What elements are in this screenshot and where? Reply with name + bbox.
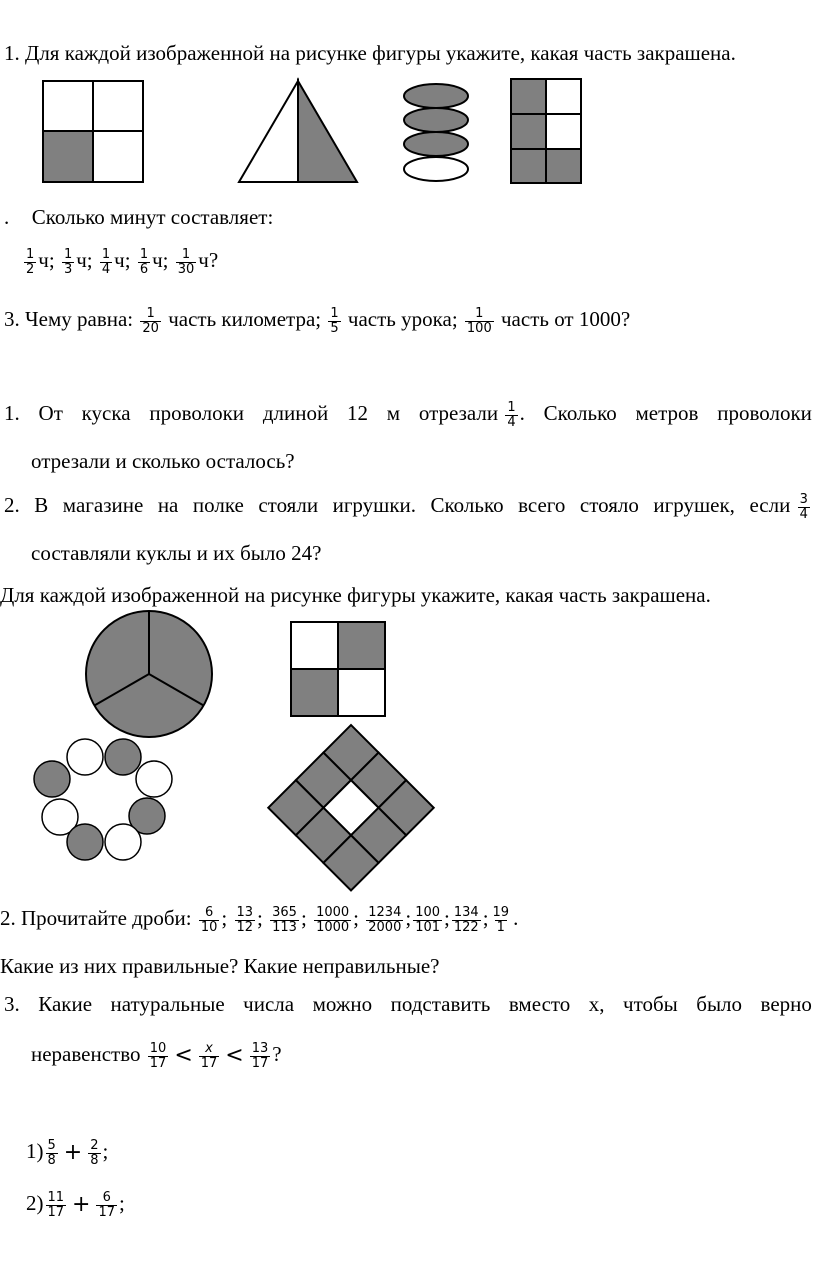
task3-text-1: часть километра;	[168, 307, 322, 331]
square-cell-top-right	[93, 81, 143, 131]
read-prefix: Прочитайте дроби:	[21, 906, 192, 930]
triangle-left-half	[239, 81, 298, 182]
square-cell-top-left	[43, 81, 93, 131]
oval-1	[404, 84, 468, 108]
ineq-line2: неравенство $\frac{10}{17}$ < $\frac{x}{17}$ < $\frac{13}{17}$ ?	[31, 1040, 282, 1071]
oval-3	[404, 132, 468, 156]
task3-text-3: часть от 1000?	[500, 307, 631, 331]
fraction-item: $\frac{6}{10}$	[200, 904, 218, 935]
fraction-item: $\frac{13}{12}$	[236, 904, 254, 935]
toys-fraction: $\frac{3}{4}$	[799, 491, 808, 522]
ineq-fraction-1: $\frac{10}{17}$	[149, 1040, 167, 1071]
task1-heading	[4, 40, 736, 66]
ineq-fraction-3: $\frac{13}{17}$	[251, 1040, 269, 1071]
wire-problem-line1: 1. От куска проволоки длиной 12 м отрезали $\frac{1}{4}$ . Сколько метров проволоки	[4, 399, 812, 430]
task3-number: 3.	[4, 307, 20, 331]
sum-item-2: 2) $\frac{11}{17}$ + $\frac{6}{17}$ ;	[26, 1189, 125, 1220]
task3-prefix: Чему равна:	[25, 307, 134, 331]
wire-problem-line2: отрезали и сколько осталось?	[31, 449, 295, 473]
fraction-item: $\frac{1000}{1000}$	[316, 904, 350, 935]
shapes2-heading: Для каждой изображенной на рисунке фигуры укажите, какая часть закрашена.	[0, 583, 711, 607]
oval-4	[404, 157, 468, 181]
triangle-right-half	[298, 81, 357, 182]
square-diagonal-figure	[290, 621, 386, 717]
circle-thirds-figure	[84, 609, 214, 739]
task3-text-2: часть урока;	[347, 307, 458, 331]
fraction-item: $\frac{100}{101}$	[415, 904, 441, 935]
square-cell-bottom-left	[43, 131, 93, 182]
task2-text: Сколько минут составляет:	[31, 205, 274, 229]
minutes-fractions	[22, 244, 218, 277]
task2-heading	[4, 204, 273, 230]
circle-ring-figure	[34, 736, 174, 864]
minutes-item: $\frac{1}{6}$ ч;	[139, 246, 169, 277]
fraction-item: $\frac{1234}{2000}$	[368, 904, 402, 935]
square-cell-bottom-right	[93, 131, 143, 182]
read-question: Какие из них правильные? Какие неправильные?	[0, 954, 440, 978]
task2-number: .	[4, 205, 10, 229]
task3-fraction-1: $\frac{1}{20}$	[142, 305, 159, 336]
task3-line	[4, 302, 630, 336]
minutes-item: $\frac{1}{2}$ ч;	[26, 246, 55, 277]
minutes-item: $\frac{1}{4}$ ч;	[101, 246, 131, 277]
fraction-item: $\frac{134}{122}$	[453, 904, 479, 935]
ovals-figure	[402, 83, 470, 185]
square-quarters-figure	[42, 80, 144, 184]
toys-problem-line2: составляли куклы и их было 24?	[31, 541, 322, 565]
read-fractions-line: 2. Прочитайте дроби: $\frac{6}{10}$ ; $\frac{13}{12}$ ; $\frac{365}{113}$ ; $\frac{1000}{1000}$ ; $\frac{1234}{2000}$ ; $\frac{100}{101}$ ; $\frac{134}{122}$ ; $\frac{19}{1}$ .	[0, 904, 519, 935]
task3-fraction-3: $\frac{1}{100}$	[466, 305, 492, 336]
fraction-item: $\frac{19}{1}$	[492, 904, 510, 935]
toys-problem-line1: 2. В магазине на полке стояли игрушки. Сколько всего стояло игрушек, если $\frac{3}{4}$	[4, 491, 808, 522]
diamond-squares-figure	[267, 724, 435, 892]
minutes-item: $\frac{1}{30}$ ч?	[177, 246, 219, 277]
task3-fraction-2: $\frac{1}{5}$	[330, 305, 339, 336]
fraction-item: $\frac{365}{113}$	[272, 904, 297, 935]
grid-2x3-figure	[510, 78, 582, 184]
wire-fraction: $\frac{1}{4}$	[507, 399, 516, 430]
read-number: 2.	[0, 906, 16, 930]
ineq-line1: 3. Какие натуральные числа можно подставить вместо х, чтобы было верно	[4, 992, 812, 1016]
triangle-figure	[238, 80, 358, 183]
task1-text: Для каждой изображенной на рисунке фигуры укажите, какая часть закрашена.	[25, 41, 736, 65]
sum-item-1: 1) $\frac{5}{8}$ + $\frac{2}{8}$ ;	[26, 1137, 109, 1168]
minutes-item: $\frac{1}{3}$ ч;	[63, 246, 93, 277]
task1-number: 1.	[4, 41, 20, 65]
ineq-fraction-2: $\frac{x}{17}$	[200, 1040, 218, 1071]
oval-2	[404, 108, 468, 132]
